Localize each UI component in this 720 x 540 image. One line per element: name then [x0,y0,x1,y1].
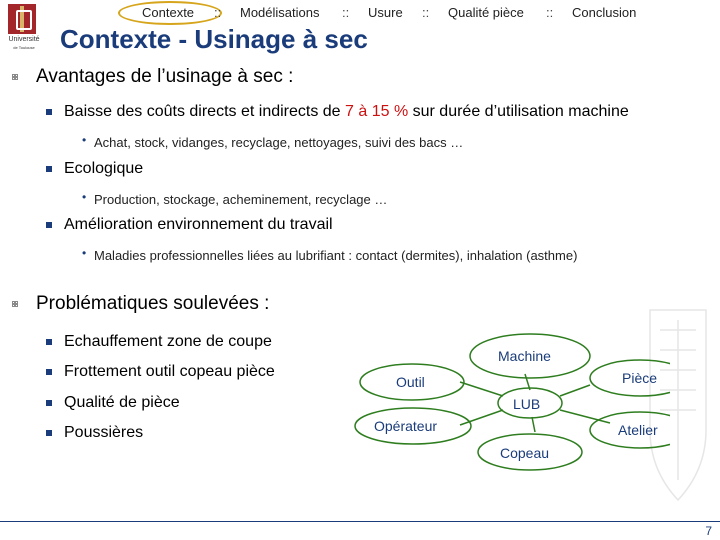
nav-item-qualite-piece[interactable]: Qualité pièce [448,5,524,20]
section1-item-cost-detail: Achat, stock, vidanges, recyclage, nettoyages, suivi des bacs … [94,135,464,150]
section1-item-ecologique-detail: Production, stockage, acheminement, recyclage … [94,192,388,207]
section2-item: Poussières [64,424,144,441]
diagram-node-operateur: Opérateur [374,418,438,434]
diagram-node-copeau: Copeau [500,445,550,461]
nav-separator: :: [422,5,430,20]
nav-item-modelisations[interactable]: Modélisations [240,5,320,20]
level1-bullet-icon [12,74,18,80]
footer-divider [0,521,720,522]
section2-item: Qualité de pièce [64,394,180,411]
section1-heading: Avantages de l’usinage à sec : [36,66,294,87]
diagram-node-piece: Pièce [622,370,658,386]
section1-item-environnement-detail: Maladies professionnelles liées au lubrifiant : contact (dermites), inhalation (asthme) [94,248,578,263]
logo-subtext: de Toulouse [13,45,35,50]
connector-line [532,417,535,432]
section2-item: Echauffement zone de coupe [64,333,272,350]
cost-text-post: sur durée d’utilisation machine [408,103,629,120]
diagram-node-atelier: Atelier [618,422,658,438]
diagram-node-outil: Outil [396,374,425,390]
diagram-node-lub: LUB [513,396,541,412]
level3-bullet-icon: • [82,133,87,147]
level2-bullet-icon [46,339,52,345]
connector-line [460,382,503,396]
level2-bullet-icon [46,369,52,375]
connector-line [460,410,503,425]
nav-item-contexte[interactable]: Contexte [142,5,195,20]
page-number: 7 [705,524,712,538]
nav-separator: :: [214,5,222,20]
slide-title: Contexte - Usinage à sec [60,24,368,54]
level2-bullet-icon [46,430,52,436]
nav-separator: :: [342,5,350,20]
nav-item-usure[interactable]: Usure [368,5,403,20]
university-logo [4,4,40,52]
level2-bullet-icon [46,166,52,172]
logo-shield-icon [8,4,36,34]
section2-heading: Problématiques soulevées : [36,293,270,314]
level1-bullet-icon [12,301,18,307]
section1-item-environnement: Amélioration environnement du travail [64,216,333,233]
logo-text: Université [8,36,40,43]
section1-item-ecologique: Ecologique [64,160,144,177]
level2-bullet-icon [46,222,52,228]
level2-bullet-icon [46,400,52,406]
nav-separator: :: [546,5,554,20]
level3-bullet-icon: • [82,246,87,260]
connector-line [560,410,610,423]
section1-item-cost [64,103,629,121]
cost-highlight: 7 à 15 % [345,103,409,120]
diagram-node-machine: Machine [498,348,551,364]
nav-item-conclusion[interactable]: Conclusion [572,5,637,20]
connector-line [560,385,590,396]
section2-item: Frottement outil copeau pièce [64,363,275,380]
level3-bullet-icon: • [82,190,87,204]
cost-text-pre: Baisse des coûts directs et indirects de [64,103,346,120]
level2-bullet-icon [46,109,52,115]
